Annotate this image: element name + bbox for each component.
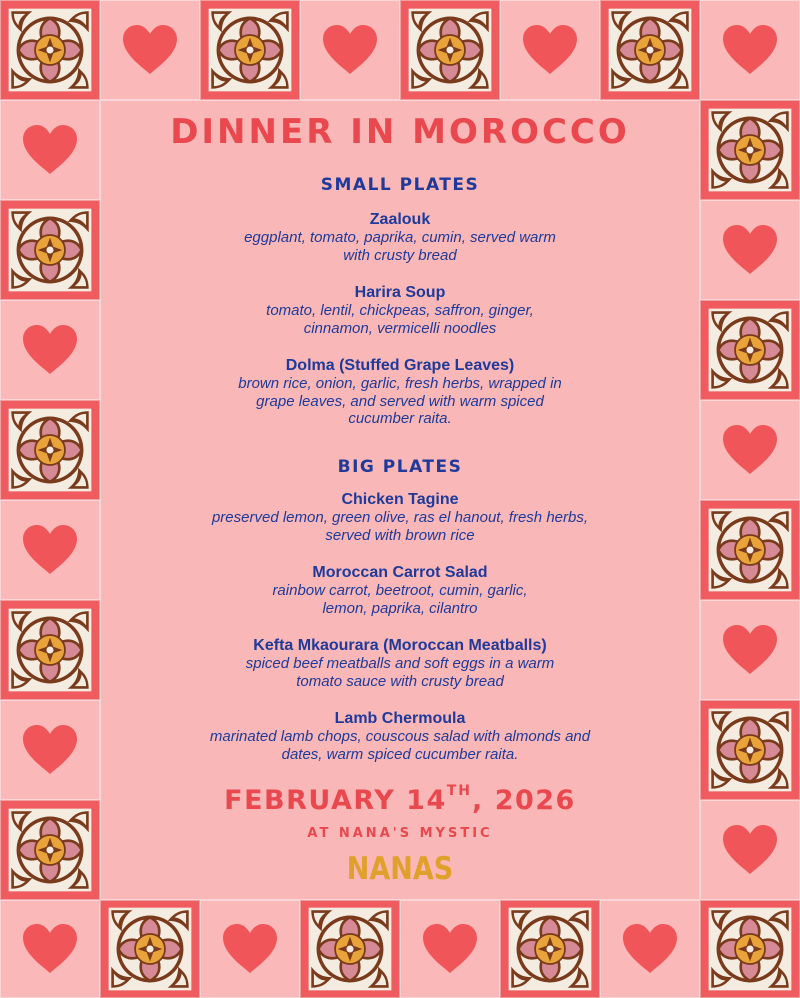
dish-name: Lamb Chermoula bbox=[334, 710, 466, 727]
menu-item bbox=[150, 356, 650, 428]
event-venue: AT NANA'S MYSTIC bbox=[307, 826, 493, 841]
moroccan-tile-icon bbox=[500, 900, 600, 998]
dish-description-line: cinnamon, vermicelli noodles bbox=[303, 319, 497, 337]
heart-icon bbox=[700, 200, 800, 300]
menu-item bbox=[150, 709, 650, 763]
dish-description-line: lemon, paprika, cilantro bbox=[322, 599, 478, 617]
moroccan-tile-icon bbox=[200, 0, 300, 100]
dish-name: Chicken Tagine bbox=[341, 491, 459, 508]
dish-description-line: marinated lamb chops, couscous salad with almonds and bbox=[209, 728, 591, 745]
moroccan-tile-icon bbox=[600, 0, 700, 100]
dish-description-line: cucumber raita. bbox=[348, 410, 452, 427]
menu-item bbox=[150, 636, 650, 690]
dish-description-line: with crusty bread bbox=[343, 246, 457, 264]
moroccan-tile-icon bbox=[700, 500, 800, 600]
event-date bbox=[0, 783, 800, 816]
dish-name: Harira Soup bbox=[354, 284, 446, 301]
heart-icon bbox=[600, 900, 700, 998]
moroccan-tile-icon bbox=[300, 900, 400, 998]
moroccan-tile-icon bbox=[400, 0, 500, 100]
heart-icon bbox=[300, 0, 400, 100]
dish-name: Dolma (Stuffed Grape Leaves) bbox=[285, 357, 515, 374]
section-heading-small-plates: SMALL PLATES bbox=[320, 175, 480, 195]
dish-description-line: dates, warm spiced cucumber raita. bbox=[281, 745, 519, 763]
dish-description-line: spiced beef meatballs and soft eggs in a warm bbox=[245, 655, 555, 672]
menu-item bbox=[150, 490, 650, 544]
dish-description-line: rainbow carrot, beetroot, cumin, garlic, bbox=[272, 582, 528, 599]
page-title: DINNER IN MOROCCO bbox=[170, 112, 630, 152]
dish-name: Kefta Mkaourara (Moroccan Meatballs) bbox=[253, 637, 547, 654]
moroccan-tile-icon bbox=[0, 200, 100, 300]
dish-description-line: tomato sauce with crusty bread bbox=[296, 672, 504, 690]
section-heading-big-plates: BIG PLATES bbox=[337, 457, 463, 477]
heart-icon bbox=[100, 0, 200, 100]
moroccan-tile-icon bbox=[100, 900, 200, 998]
menu-item bbox=[150, 283, 650, 337]
heart-icon bbox=[700, 0, 800, 100]
menu-item bbox=[150, 210, 650, 264]
heart-icon bbox=[500, 0, 600, 100]
dish-description-line: eggplant, tomato, paprika, cumin, served warm bbox=[244, 229, 556, 246]
heart-icon bbox=[700, 600, 800, 700]
nanas-logo: NANAS bbox=[346, 851, 454, 888]
date-year: , 2026 bbox=[472, 785, 576, 816]
dish-description-line: served with brown rice bbox=[325, 526, 475, 544]
heart-icon bbox=[0, 300, 100, 400]
heart-icon bbox=[0, 500, 100, 600]
heart-icon bbox=[200, 900, 300, 998]
dish-name: Zaalouk bbox=[369, 211, 431, 228]
heart-icon bbox=[0, 900, 100, 998]
moroccan-tile-icon bbox=[700, 300, 800, 400]
heart-icon bbox=[700, 400, 800, 500]
date-month-day: FEBRUARY 14 bbox=[224, 785, 447, 816]
dish-name: Moroccan Carrot Salad bbox=[312, 564, 488, 581]
dish-description-line: grape leaves, and served with warm spiced bbox=[256, 392, 544, 410]
dish-description-line: preserved lemon, green olive, ras el hanout, fresh herbs, bbox=[211, 509, 589, 526]
dish-description-line: brown rice, onion, garlic, fresh herbs, wrapped in bbox=[238, 375, 562, 392]
moroccan-tile-icon bbox=[0, 400, 100, 500]
date-ordinal-suffix: TH bbox=[446, 783, 473, 799]
moroccan-tile-icon bbox=[0, 0, 100, 100]
menu-item bbox=[150, 563, 650, 617]
dish-description-line: tomato, lentil, chickpeas, saffron, ginger, bbox=[266, 302, 534, 319]
heart-icon bbox=[400, 900, 500, 998]
moroccan-tile-icon bbox=[700, 900, 800, 998]
moroccan-tile-icon bbox=[0, 600, 100, 700]
